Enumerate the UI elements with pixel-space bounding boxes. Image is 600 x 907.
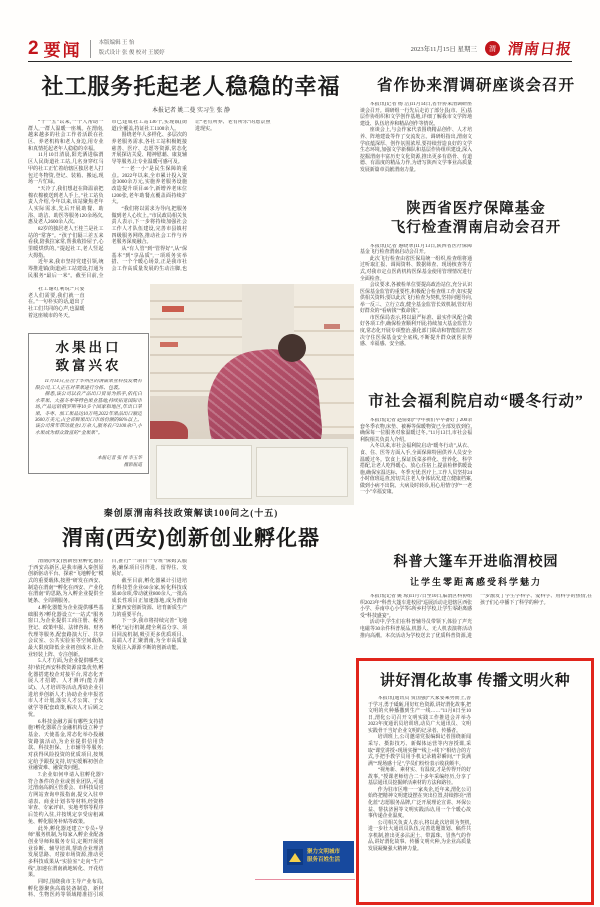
banner-underline [255,879,355,880]
article-welfare-institute [360,392,592,544]
body-paragraph: 从“有人管”到“管得好”,从“保基本”到“享品质”,一项项务实举措、一个个暖心场景,正是我市社会工作高质量发展的生动注脚,也让“老有所养、老有所乐”的愿景照进现实。 [111,120,271,273]
article-body [360,244,592,376]
body-paragraph: 入冬以来,市社会福利院启动“暖冬行动”,从衣、食、住、医等方面入手,全面保障特困供养人员安全温暖过冬。饮食上,保证饭菜多样化、营养化、科学搭配,让老人吃得暖心、放心;住宿上,提前检修供暖设施,确保室温达标、冬季无忧;医疗上,工作人员坚持24小时值班巡查,密切关注老人身体状况,建立健康档案,做到小病不出院、大病及时转诊,用心用情守护“一老一小”幸福安康。 [360,444,472,496]
body-paragraph: “一老一小”是民生保障的重点。2022年以来,全市累计投入资金3000余万元,实施养老服务设施改造提升项目46个,新增养老床位1200张,老年助餐点覆盖面持续扩大。 [111,166,187,206]
fruit-box-title: 水果出口 致富兴农 [55,340,122,374]
article-body [368,696,582,894]
lead-article-byline: 本报记者 姚二曼 实习生 张 静 [151,108,230,114]
fruit-export-box [28,333,149,474]
header-divider [90,40,91,58]
body-paragraph: 4.孵化器能为企业提供哪些基础服务?孵化器设立“一站式”服务窗口,为企业提供工商注册、税务登记、政策申报、法律咨询、财务代理等服务,配套路演大厅、共享会议室、公共实验室等空间载体,最大限度降低企业初创成本,让企业轻装上阵、专注创新。 [28,605,104,658]
body-paragraph: 公司相关负责人表示,将以此次培训为契机,进一步壮大通讯员队伍,完善选题策划、稿件共享机制,推出更多沾泥土、带露珠、冒热气的作品,讲好渭化故事、传播文明火种,为企业高质量发展凝聚强大精神力量。 [368,820,471,852]
lead-article-continuation [28,287,148,329]
lead-article [28,70,354,283]
body-paragraph: 此外,孵化器还建立“专员+导师”服务机制,为每家入孵企业配备创业导师和服务专员,定期开展创业诊断、辅导培训,帮助企业理清发展思路、对接市场资源,推动更多科技成果从“实验室”走向“生产线”,加速在渭南就地转化、开花结果。 [28,826,104,879]
body-paragraph: 会议要求,各被检单位要提高政治站位,充分认识医保基金监管的重要性,积极配合检查组工作,如实提供相关资料;要以此次飞行检查为契机,坚持问题导向,举一反三、立行立改,健全基金监管长效机制,管好用好群众的“看病钱”“救命钱”。 [360,283,472,315]
masthead-title: 渭南日报 [506,42,573,58]
banner-emblem-icon [287,849,303,865]
body-paragraph: “我们将以需求为导向,把服务做到老人心坎上。”市民政局相关负责人表示,下一步将持续加强社会工作人才队伍建设,完善市县镇村四级服务网络,推动社会工作与养老服务深度融合。 [111,206,187,246]
article-title: 市社会福利院启动“暖冬行动” [368,393,584,410]
body-paragraph: 此次飞行检查由省医保局统一组织,检查组将通过听取汇报、调阅资料、数据筛查、现场核查等方式,对我市定点医药机构医保基金使用管理情况进行全面检查。 [360,256,472,282]
body-paragraph: 本报讯(记者 姚 琼)11月7日至10日,临渭区科协组织2023年“科普大篷车进校园”巡展活动走进辖区西张小学、乔南中心小学等5所乡村学校,让学生零距离感受“科技盛宴”。 [360,594,472,619]
promo-banner [283,841,354,873]
body-paragraph: 本报讯(通讯员 贾国强)“大家要乘势而上,善于学习,勇于砥砺,用好红色资源,讲好渭化故事,把文明的火种播撒到生产一线……”11月8日至10日,渭化公司召开文明实践工作推进会并举办2023年度通讯员培训班,动员广大通讯员、文明实践骨干当好企业文明的记录者、传播者。 [368,696,471,734]
article-title: 讲好渭化故事 传播文明火种 [379,673,571,689]
incubator-kicker: 秦创原渭南科技政策解读100问之(十五) [103,508,279,518]
body-paragraph: 本报讯(记者 杨 洁)11月14日,省作协来渭调研座谈会召开。调研组一行先后走访了部分县(市、区)基层作协组织和文学创作基地,详细了解我市文学阵地建设、队伍培养和精品创作等情况。 [360,102,472,127]
article-subtitle: 让学生零距离感受科学魅力 [409,577,542,588]
body-paragraph: “天冷了,我们想赶在降温前把棉衣棉被送到老人手上。”社工站负责人介绍,今年以来,该站聚焦老年人实际需求,先后开展助餐、助浴、助洁、助医等服务120余场次,惠及老人2600余人次。 [28,186,104,226]
page-header [28,36,572,62]
article-body [360,418,592,544]
news-photo [150,284,354,505]
body-paragraph: 11月14日,在位于华州区的渭南果业科技发展有限公司,工人正在对苹果进行分拣、包装。 [35,379,142,391]
lead-article-body [28,120,354,283]
body-paragraph: 座谈会上,与会作家代表围绕精品创作、人才培养、阵地建设等作了交流发言。调研组指出,渭南文学底蕴深厚、创作氛围浓厚,要持续营造良好的文学生态环境,加强文学新梯队和基层作协组织建设,深入挖掘渭南丰富历史文化资源,推出更多有筋骨、有道德、有温度的精品力作,为谱写陕西文学事业高质量发展新篇章贡献渭南力量。 [360,128,472,173]
article-title: 陕西省医疗保障基金 飞行检查渭南启动会召开 [390,201,562,236]
body-paragraph: 市医保局表示,将以最严标准、最实作风配合做好各项工作,确保检查顺利开展;持续加大基金监管力度,常态化开展专项整治,强化部门联动和智能监控,坚决守住医保基金安全底线,不断提升群众就医获得感、幸福感、安全感。 [360,315,472,348]
editor-credits [99,39,165,58]
body-paragraph: 下一步,我市将持续完善“飞地孵化”运行机制,健全利益分享、项目回流机制,吸引更多优质项目、高端人才汇聚渭南,为全市高质量发展注入源源不断的创新动能。 [111,619,187,651]
credits-line2: 版式设计 张 俊 校对 王媛婷 [98,49,165,56]
article-title: 省作协来渭调研座谈会召开 [376,77,575,94]
article-title: 科普大篷车开进临渭校园 [393,555,559,570]
article-writers-association [360,76,592,190]
banner-slogan: 聚力文明城市 服务百姓生活 [307,849,341,863]
photo-credit: 本报记者 张 伟 李玉华 摄影报道 [97,455,142,468]
photo-worker-head [278,334,306,362]
body-paragraph: 11月10日清晨,阳光洒进临渭区人民街道社工站,几名身穿红马甲的社工正忙着给辖区独居老人打包过冬物资,登记、装箱、搬运,现场一片忙碌。 [28,153,104,186]
highlighted-article-weihua [356,658,594,905]
body-paragraph: 培训班上,公司邀请党报编辑记者围绕新闻采写、摄影技巧、新媒体运营等内容授课,采取“课堂讲授+现场实操”“线上+线下”相结合的方式,手把手教学员用手机记录精彩瞬间,“干货满满”“现场感十足”,学员们纷纷表示收获颇丰。 [368,735,471,767]
article-science-caravan [360,554,592,650]
body-paragraph: 本报讯(记者 赵倩茹)“今年我们早早备好了200余套冬季衣物,床垫、被褥等保暖物资已全部发放到位,确保每一位服务对象温暖过冬。”11月13日,市社会福利院相关负责人介绍。 [360,418,472,443]
photo-carton-label [324,324,340,329]
photo-foam-box [256,447,348,497]
body-paragraph: 作为驻市区唯一一家央企,近年来,渭化公司始终把精神文明建设摆在突出位置,持续擦亮“渭化蓝”志愿服务品牌,广泛开展理论宣讲、环保公益、帮扶济困等文明实践活动,用一个个暖心故事传递企业温度。 [368,787,471,820]
photo-carton-label [160,342,178,347]
body-paragraph: 据悉,该公司以农产品出口贸易为抓手,依托白水苹果、大荔冬枣等特色果业基地,持续拓宽国际市场,产品远销俄罗斯等10多个国家和地区,年出口苹果、冬枣、加工果品达10万吨,2022年果品出口额近3600万美元,占全省鲜果出口市场份额的60%以上。该公司常年带动就业1万余人,服务农户2100余户,小水果成为群众致富的“金果果”。 [35,392,142,436]
body-paragraph: 6.科技金融方面有哪些支持措施?孵化器联合金融机构设立种子基金、天使基金,常态化举办投融资路演活动,为企业提供信用贷款、科技担保、上市辅导等服务;对获得风险投资的优质项目,按规定给予跟投支持,切实缓解初创企业融资难、融资贵问题。 [28,719,104,772]
issue-date: 2023年11月15日 星期三 [410,46,477,53]
fruit-box-body [35,379,142,463]
photo-carton-label [162,306,184,312]
body-paragraph: 截至目前,孵化器累计引进培育科技型企业60余家,转化科技成果40余项,带动就业800余人,一批高成长性项目正加速落地,成为渭南汇聚西安创新资源、培育新质生产力的重要平台。 [111,579,187,618]
body-paragraph: 本报讯(记者 惠晓翠)11月13日,陕西省医疗保障基金飞行检查渭南启动会召开。 [360,243,472,256]
body-paragraph: 围绕老年人多样化、多层次的养老服务需求,各社工站积极链接慈善、医疗、志愿等资源,常态化开展探访关爱、精神慰藉、康复辅导等服务,让专业温暖可感可及。 [111,133,187,166]
body-paragraph: 5.人才方面,为企业提供哪些支持?依托西安科教资源富集优势,孵化器搭建校企对接平台,常态化开展人才招聘、人才测评(能力测试)、人才培训等活动,帮助企业引进培养创新人才;协助企业申报省市人才计划,落实人才公寓、子女就学等配套政策,解决人才后顾之忧。 [28,659,104,718]
article-body [360,594,592,650]
lead-article-title: 社工服务托起老人稳稳的幸福 [41,74,341,99]
masthead-seal-icon: 渭 [485,41,500,56]
photo-foam-box [156,445,252,499]
section-title: 要闻 [43,41,82,60]
body-paragraph: 渭南(西安)创新创业孵化器位于西安高新区,是我市融入秦创原创新驱动平台、探索“飞地孵化”模式的重要载体,按照“研发在西安、制造在渭南”“孵化在西安、产业化在渭南”的思路,为入孵企业提供全链条、全周期服务。 [28,559,104,605]
body-paragraph: “十一五”以来,一个人帮助一群人,一群人温暖一座城。在渭南,越来越多的社会工作者活跃在社区、养老机构和老人身边,用专业和真情托起老年人稳稳的幸福。 [28,120,104,152]
incubator-title: 渭南(西安)创新创业孵化器 [62,527,320,550]
article-medical-insurance [360,200,592,376]
body-paragraph: 社工谢红利说:“只要老人们需要,我们就一直在。”一句朴实的话,道出了社工们共同的心声,也温暖着这座城市的冬天。 [28,287,85,319]
body-paragraph: 近年来,我市坚持党建引领,统筹推进镇(街道)社工站建设,打通为民服务“最后一米”。截至目前,全市已建成社工站136个,实现镇(街道)全覆盖,持证社工1100余人。 [28,120,187,279]
body-paragraph: 7.企业如何申请入驻孵化器?符合条件的企业或创业团队,可通过渭南高新区管委会、市科技局官方网站查询申报指南,提交入驻申请表、商业计划书等材料,经资格审查、专家评审、实地考察等程序后签约入驻,并按规定享受房租减免、孵化服务补贴等政策。 [28,773,104,825]
credits-line1: 本版编辑 王 怡 [98,40,135,47]
body-paragraph: 同时,围绕我市主导产业布局,孵化器聚焦高端装备制造、新材料、生物医药等领域精准招引项目,推行“一项目一专班”保姆式服务,确保项目引得进、留得住、发展好。 [28,559,187,899]
body-paragraph: 活动中,学生们在科普辅导员带领下,体验了声光电磁等30余件科普展品,机器人、无人机表演将活动推向高潮。本次活动为学校送去了优质科普资源,进一步激发了学生学科学、爱科学、用科学的热情,在孩子们心中播下了科学的种子。 [360,594,592,639]
body-paragraph: 82岁的独居老人王桂兰是社工站的“常客”。“孩子们隔三差五来看我,陪我拉家常,帮我收拾屋子,心里暖烘烘的。”提起社工,老人竖起大拇指。 [28,227,104,259]
body-paragraph: “视角新、素材实、有温度,才是传得开的好故事。”授课老师结合二十多年采编经历,分享了基层通讯员挖掘鲜活素材的方法和路径。 [368,768,471,787]
article-body [360,102,592,190]
page-number: 2 [28,37,39,59]
